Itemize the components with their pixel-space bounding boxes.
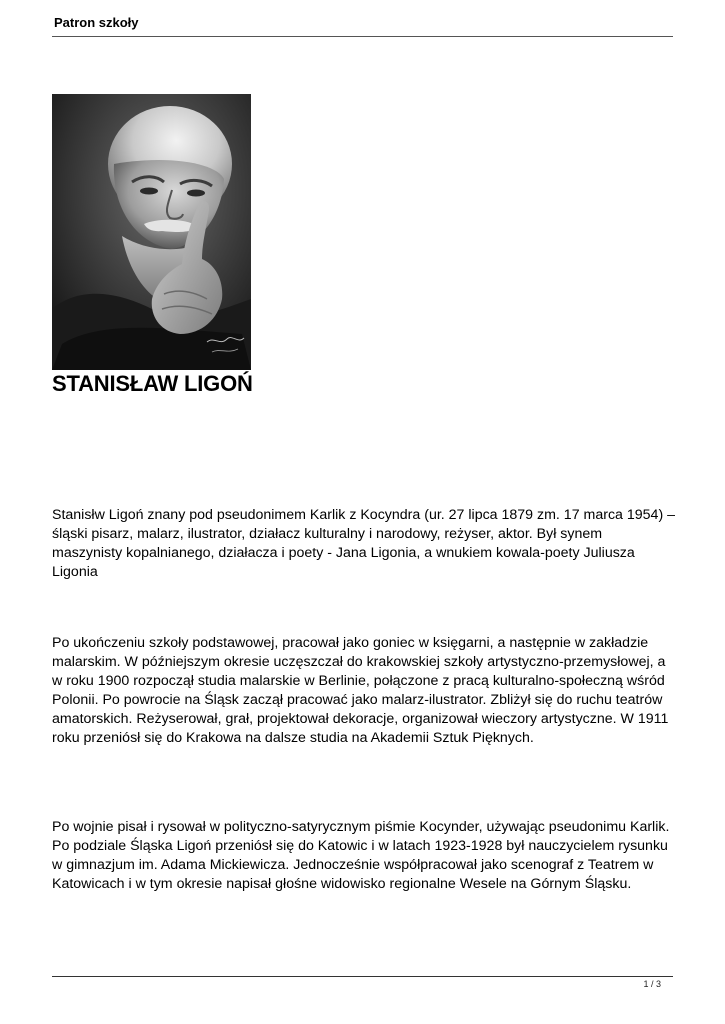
- header-title: Patron szkoły: [54, 15, 139, 30]
- footer-divider: [52, 976, 673, 977]
- page-title: STANISŁAW LIGOŃ: [52, 371, 253, 396]
- paragraph-education: Po ukończeniu szkoły podstawowej, pracował jako goniec w księgarni, a następnie w zakładzie malarskim. W późniejszym okresie uczęszczał do krakowskiej szkoły artystyczno-przemysłowej, a w roku 1900 rozpoczął studia malarskie w Berlinie, połączone z pracą kulturalno-społeczną wśród Polonii. Po powrocie na Śląsk zaczął pracować jako malarz-ilustrator. Zbliżył się do ruchu teatrów amatorskich. Reżyserował, grał, projektował dekoracje, organizował wieczory artystyczne. W 1911 roku przeniósł się do Krakowa na dalsze studia na Akademii Sztuk Pięknych.: [52, 635, 669, 746]
- portrait-photo: [52, 94, 251, 370]
- paragraph-intro: Stanisłw Ligoń znany pod pseudonimem Karlik z Kocyndra (ur. 27 lipca 1879 zm. 17 marca 1954) – śląski pisarz, malarz, ilustrator, działacz kulturalny i narodowy, reżyser, aktor. Był synem maszynisty kopalnianego, działacza i poety - Jana Ligonia, a wnukiem kowala-poety Juliusza Ligonia: [52, 507, 676, 580]
- header-divider: [52, 36, 673, 37]
- paragraph-postwar: Po wojnie pisał i rysował w polityczno-satyrycznym piśmie Kocynder, używając pseudonimu Karlik. Po podziale Śląska Ligoń przeniósł się do Katowic i w latach 1923-1928 był nauczycielem rysunku w gimnazjum im. Adama Mickiewicza. Jednocześnie współpracował jako scenograf z Teatrem w Katowicach i w tym okresie napisał głośne widowisko regionalne Wesele na Górnym Śląsku.: [52, 819, 670, 892]
- page-number: 1 / 3: [643, 979, 661, 989]
